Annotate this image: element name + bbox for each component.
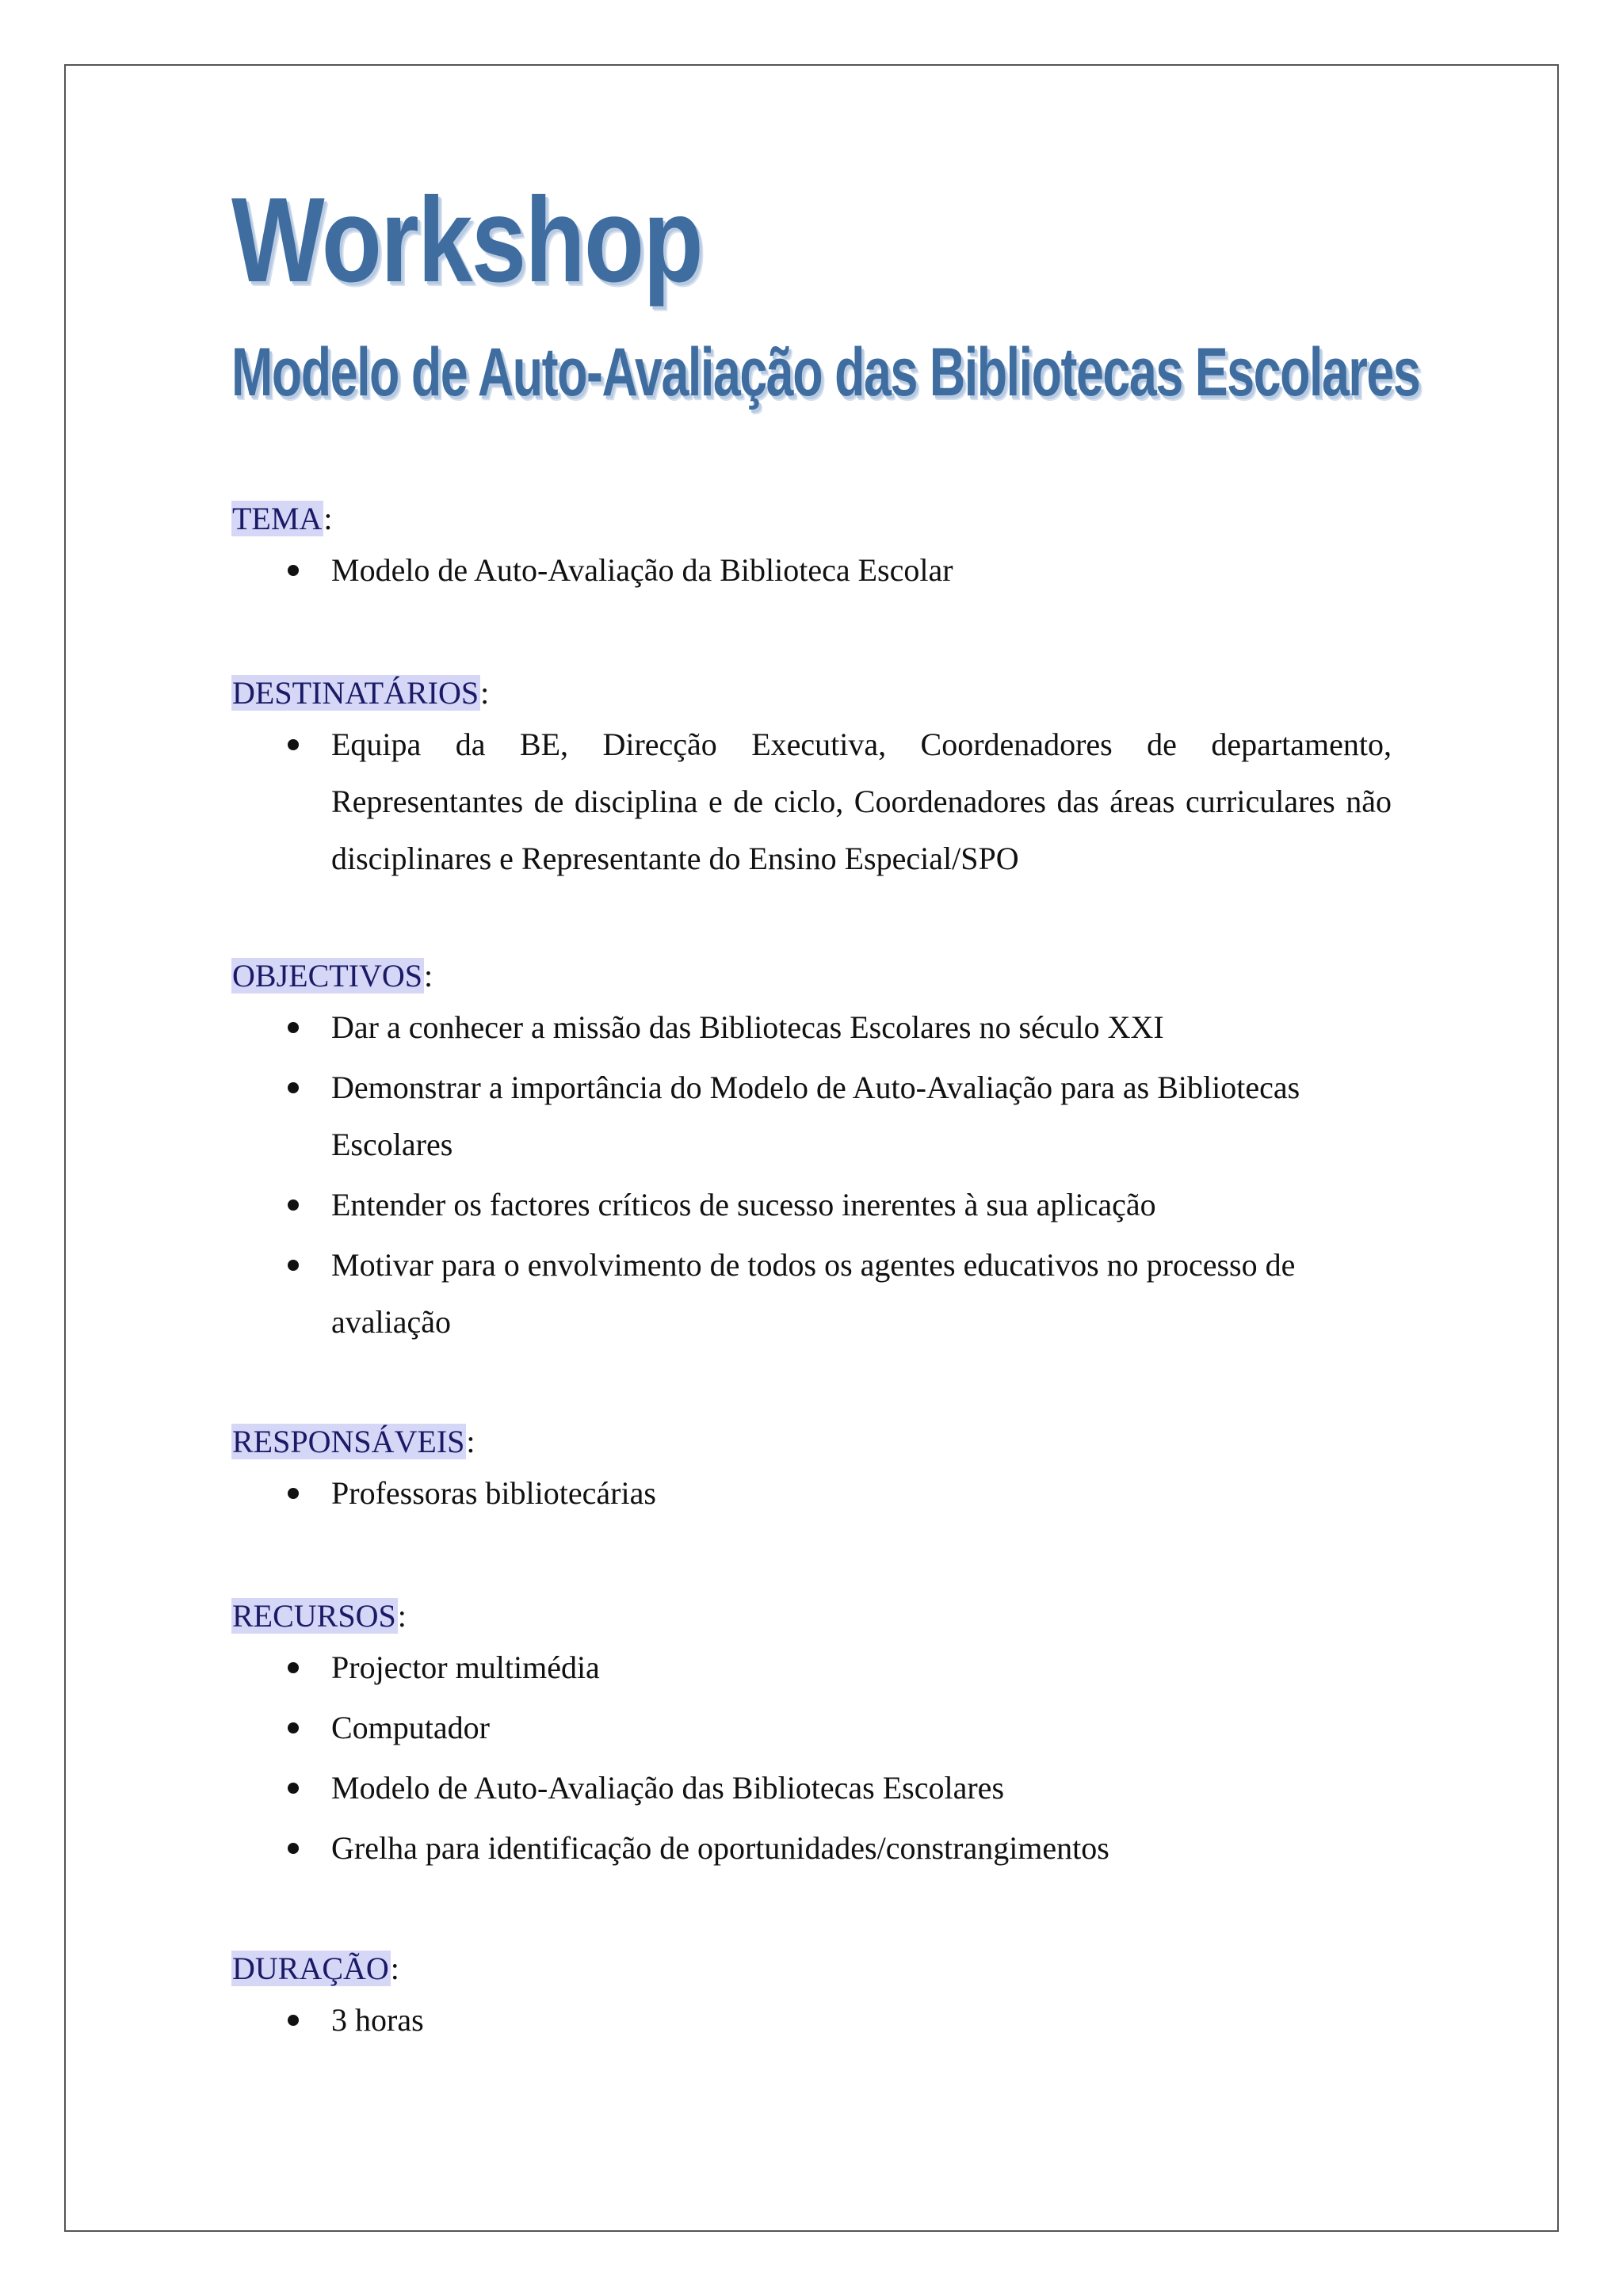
- section-heading: DESTINATÁRIOS:: [232, 675, 490, 711]
- bullet-icon: [288, 739, 299, 750]
- list-item: Equipa da BE, Direcção Executiva, Coordenadores de departamento, Representantes de disciplina e de ciclo, Coordenadores das áreas curriculares não disciplinares e Representante do Ensino Especial/SPO: [231, 716, 1392, 887]
- bullet-icon: [288, 1783, 299, 1794]
- bullet-list: [231, 1639, 1392, 1877]
- section-responsaveis: [231, 1422, 1392, 1522]
- list-item: Computador: [231, 1699, 1392, 1756]
- heading-highlight: OBJECTIVOS: [232, 958, 423, 994]
- section-heading: RECURSOS:: [232, 1598, 407, 1634]
- heading-highlight: DESTINATÁRIOS: [232, 675, 479, 711]
- bullet-list: [231, 999, 1392, 1351]
- bullet-list: [231, 716, 1392, 887]
- section-duracao: [231, 1949, 1392, 2049]
- list-item: Modelo de Auto-Avaliação da Biblioteca Escolar: [231, 542, 1392, 599]
- list-item: Projector multimédia: [231, 1639, 1392, 1696]
- section-heading: OBJECTIVOS:: [232, 958, 433, 994]
- list-item: Dar a conhecer a missão das Bibliotecas Escolares no século XXI: [231, 999, 1392, 1056]
- page-title: Workshop: [231, 173, 702, 307]
- bullet-list: [231, 1465, 1392, 1522]
- bullet-icon: [288, 1722, 299, 1733]
- bullet-icon: [288, 565, 299, 576]
- heading-highlight: RECURSOS: [232, 1598, 396, 1634]
- list-item: Professoras bibliotecárias: [231, 1465, 1392, 1522]
- bullet-icon: [288, 1843, 299, 1854]
- list-item: Demonstrar a importância do Modelo de Auto-Avaliação para as Bibliotecas Escolares: [231, 1059, 1392, 1173]
- page-subtitle: Modelo de Auto-Avaliação das Bibliotecas Escolares: [231, 334, 1420, 410]
- section-heading: RESPONSÁVEIS:: [232, 1424, 475, 1459]
- bullet-icon: [288, 1260, 299, 1271]
- section-heading: TEMA:: [232, 501, 333, 536]
- bullet-icon: [288, 1488, 299, 1499]
- list-item: Motivar para o envolvimento de todos os agentes educativos no processo de avaliação: [231, 1237, 1392, 1351]
- section-objectivos: [231, 956, 1392, 1351]
- bullet-icon: [288, 1662, 299, 1673]
- bullet-icon: [288, 1022, 299, 1033]
- bullet-icon: [288, 2015, 299, 2026]
- bullet-list: [231, 542, 1392, 599]
- list-item: 3 horas: [231, 1992, 1392, 2049]
- list-item: Entender os factores críticos de sucesso inerentes à sua aplicação: [231, 1177, 1392, 1234]
- section-destinatarios: [231, 673, 1392, 887]
- list-item: Grelha para identificação de oportunidades/constrangimentos: [231, 1820, 1392, 1877]
- heading-highlight: TEMA: [232, 501, 323, 536]
- heading-highlight: DURAÇÃO: [232, 1951, 389, 1986]
- bullet-list: [231, 1992, 1392, 2049]
- bullet-icon: [288, 1199, 299, 1211]
- section-tema: [231, 499, 1392, 599]
- section-recursos: [231, 1596, 1392, 1877]
- bullet-icon: [288, 1082, 299, 1093]
- heading-highlight: RESPONSÁVEIS: [232, 1424, 465, 1459]
- list-item: Modelo de Auto-Avaliação das Bibliotecas Escolares: [231, 1760, 1392, 1817]
- section-heading: DURAÇÃO:: [232, 1951, 399, 1986]
